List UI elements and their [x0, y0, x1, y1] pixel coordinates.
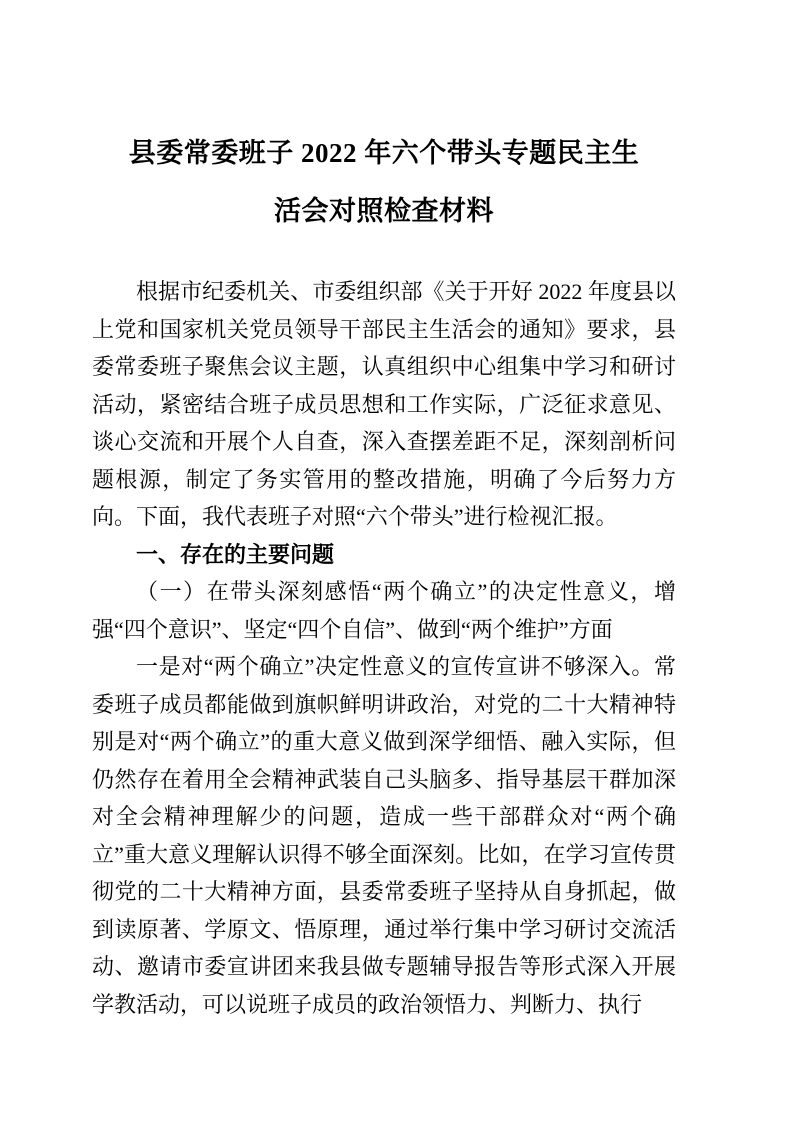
section-1-item-1-paragraph: 一是对“两个确立”决定性意义的宣传宣讲不够深入。常委班子成员都能做到旗帜鲜明讲政治，对党的二十大精神特别是对“两个确立”的重大意义做到深学细悟、融入实际，但仍然存在着用全会精神武装自己头脑多、指导基层干群加深对全会精神理解少的问题，造成一些干部群众对“两个确立”重大意义理解认识得不够全面深刻。比如，在学习宣传贯彻党的二十大精神方面，县委常委班子坚持从自身抓起，做到读原著、学原文、悟原理，通过举行集中学习研讨交流活动、邀请市委宣讲团来我县做专题辅导报告等形式深入开展学教活动，可以说班子成员的政治领悟力、判断力、执行 — [92, 654, 676, 1017]
document-title-line-1: 县委常委班子 2022 年六个带头专题民主生 — [128, 138, 640, 168]
document-title — [92, 124, 676, 240]
document-content — [92, 0, 676, 1023]
section-1-item-1-heading: （一）在带头深刻感悟“两个确立”的决定性意义，增强“四个意识”、坚定“四个自信”、做到“两个维护”方面 — [92, 579, 676, 642]
intro-paragraph: 根据市纪委机关、市委组织部《关于开好 2022 年度县以上党和国家机关党员领导干部民主生活会的通知》要求，县委常委班子聚焦会议主题，认真组织中心组集中学习和研讨活动，紧密结合班子成员思想和工作实际，广泛征求意见、谈心交流和开展个人自查，深入查摆差距不足，深刻剖析问题根源，制定了务实管用的整改措施，明确了今后努力方向。下面，我代表班子对照“六个带头”进行检视汇报。 — [92, 279, 676, 529]
document-title-line-2: 活会对照检查材料 — [274, 196, 494, 226]
section-1-heading: 一、存在的主要问题 — [136, 541, 335, 567]
